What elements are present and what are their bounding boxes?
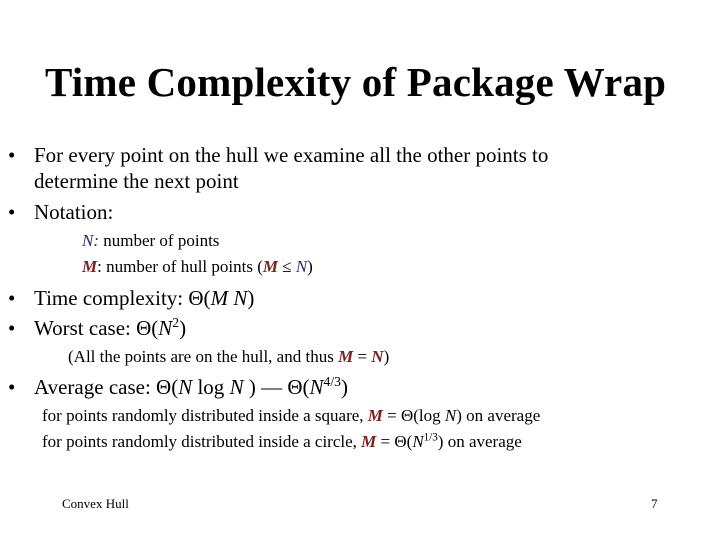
slide-title: Time Complexity of Package Wrap [45, 59, 667, 105]
average-note-circle: for points randomly distributed inside a circle, $M = \Theta(N^{1/3})$ on average [42, 431, 522, 451]
symbol-m: M [367, 406, 383, 425]
symbol-m: M [361, 432, 377, 451]
symbol-n: N [178, 375, 193, 399]
bullet-icon: • [8, 375, 16, 399]
paren-close: ) [307, 257, 313, 276]
bullet-icon: • [8, 286, 16, 310]
notation-n-text: number of points [99, 231, 220, 250]
symbol-n: N [295, 257, 308, 276]
symbol-n: N [158, 316, 173, 340]
symbol-m: M [262, 257, 278, 276]
symbol-m: M [338, 347, 354, 366]
exponent: 4/3 [323, 374, 341, 389]
symbol-n: N [309, 375, 324, 399]
relation-op: ≤ [277, 257, 296, 276]
bullet-text-line2: determine the next point [34, 169, 239, 193]
average-note-square: for points randomly distributed inside a square, M = Θ(log N) on average [42, 406, 541, 425]
bullet-text: Time complexity: Θ(M N) [34, 286, 255, 310]
symbol-n: N [229, 375, 244, 399]
notation-n [82, 231, 219, 251]
bullet-text: Worst case: $\Theta(N^2)$ [34, 315, 187, 340]
notation-m-text: : number of hull points ( [97, 257, 263, 276]
page-number: 7 [651, 496, 658, 511]
symbol-m: M [82, 257, 98, 276]
bullet-text: Notation: [34, 200, 114, 224]
bullet-text: Average case: Θ(N log N ) — $\Theta(N^{4/3})$ [34, 374, 348, 399]
worst-case-note: (All the points are on the hull, and thus M = N) [68, 347, 390, 366]
footer-label: Convex Hull [62, 496, 129, 511]
exponent: 1/3 [423, 431, 438, 444]
bullet-icon: • [8, 316, 16, 340]
bullet-icon: • [8, 200, 16, 224]
symbol-n: N [371, 347, 384, 366]
exponent: 2 [172, 315, 180, 330]
bullet-text-line1: For every point on the hull we examine all the other points to [34, 143, 549, 167]
notation-m [82, 257, 313, 277]
symbol-n: N [412, 432, 424, 451]
symbol-n: N [444, 406, 457, 425]
bullet-icon: • [8, 143, 16, 167]
symbol-m: M [210, 286, 229, 310]
symbol-n: N [233, 286, 248, 310]
symbol-n: N: [82, 231, 99, 250]
